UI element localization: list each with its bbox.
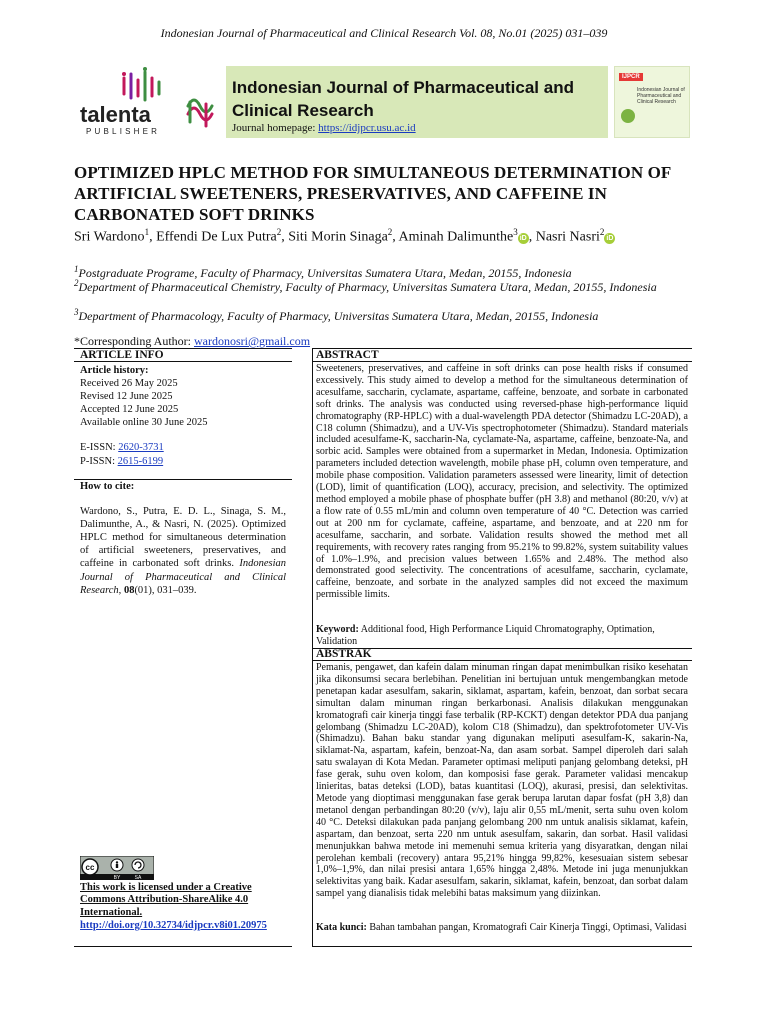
author-list: Sri Wardono$^1$, Effendi De Lux Putra$^2$, Siti Morin Sinaga$^2$, Aminah Dalimunthe$^3$iD , Nasri Nasri$^2$iD <box>74 227 614 245</box>
pissn-link[interactable]: 2615-6199 <box>117 455 164 467</box>
cover-line-1: Indonesian Journal of <box>637 87 685 93</box>
article-history <box>80 364 286 468</box>
author-name: Siti Morin Sinaga <box>288 229 388 245</box>
affiliation-sup: 2 <box>74 278 79 288</box>
affiliation-text: Department of Pharmacology, Faculty of Pharmacy, Universitas Sumatera Utara, Medan, 20155, Indonesia <box>78 309 599 323</box>
eissn-link[interactable]: 2620-3731 <box>118 442 164 454</box>
cover-line-2: Pharmaceutical and <box>637 93 682 99</box>
affiliation-2 <box>74 276 714 295</box>
citation-journal: Indonesian Journal of Pharmaceutical and Clinical Research, <box>80 558 286 596</box>
by-label: BY <box>113 875 121 880</box>
citation-text <box>80 505 286 597</box>
doi-link[interactable]: http://doi.org/10.32734/idjpcr.v8i01.20975 <box>80 920 267 931</box>
running-head: Indonesian Journal of Pharmaceutical and Clinical Research Vol. 08, No.01 (2025) 031–039 <box>160 26 608 40</box>
rule <box>312 946 692 947</box>
history-label: Article history: <box>80 365 149 376</box>
affiliation-sup: 1 <box>74 264 79 274</box>
author-sup: 2 <box>387 227 393 237</box>
keyword-list: Additional food, High Performance Liquid Chromatography, Optimation, Validation <box>316 624 655 647</box>
corresponding-label: *Corresponding Author: <box>74 334 191 348</box>
cc-label: cc <box>85 863 95 872</box>
corresponding-email-link[interactable]: wardonosri@gmail.com <box>194 334 311 348</box>
citation-volume: 08 <box>123 584 135 596</box>
author-sup: 2 <box>599 227 605 237</box>
citation-issue-pages: (01), 031–039. <box>134 584 197 596</box>
abstrak-text: Pemanis, pengawet, dan kafein dalam minuman ringan dapat menimbulkan risiko kesehatan jika dikonsumsi secara berlebihan. Penelitian ini bertujuan untuk mengembangkan metode penetapan kadar asesulfam, sakarin, siklamat, aspartam, kafein, benzoat, dan sorbat secara simultan dalam minuman ringan berkarbonasi. Analisis dilakukan menggunakan kromatografi cair kinerja tinggi fase terbalik (RP-KCKT) dengan detektor PDA dua panjang gelombang (Shimadzu LC-20AD), kolom C18 (Shimadzu), dan spektrofotometer UV-Vis (Shimadzu). Bahan baku standar yang digunakan meliputi asesulfam-K, sakarin-Na, siklamat-Na, aspartam, kafein, benzoat-Na, dan asam sorbat. Sampel diperoleh dari salah satu swalayan di Kota Medan. Parameter optimasi meliputi panjang gelombang deteksi, pH fase gerak, suhu oven kolom, dan komposisi fase gerak. Parameter validasi mencakup linieritas, batas deteksi (LOD), batas kuantitasi (LOQ), akurasi, presisi, dan selektivitas. Metode yang dioptimasi menggunakan fase gerak berupa larutan dapar fosfat (pH 3,8) dan metanol dengan perbandingan 80:20 (v/v), laju alir 0,55 mL/menit, serta suhu oven kolom 40 °C. Deteksi dilakukan pada panjang gelombang 200 nm untuk analisis siklamat, kafein, aspartam, dan benzoat, serta 220 nm untuk asesulfam, sakarin, dan sorbat. Hasil validasi menunjukkan bahwa metode ini memenuhi semua kriteria yang disyaratkan, dengan nilai perolehan kembali (recovery) antara 95,21% hingga 99,82%, kesesuaian sistem sebesar 1,0%–1,9%, dan nilai presisi antara 1,65% hingga 2,48%. Metode ini juga menunjukkan selektivitas yang baik. Kadar asesulfam, sakarin, siklamat, kafein, benzoat, dan sorbat dalam sampel yang dianalisis tidak melebihi batas maksimum yang diizinkan. <box>316 662 688 900</box>
keyword-label: Keyword: <box>316 624 359 635</box>
cover-badge: IJPCR <box>619 73 643 81</box>
cover-emblem-icon <box>621 109 635 123</box>
affiliation-text: Postgraduate Programe, Faculty of Pharmacy, Universitas Sumatera Utara, Medan, 20155, Indonesia <box>78 266 572 280</box>
available-date: Available online 30 June 2025 <box>80 417 208 429</box>
eissn-line <box>80 441 286 454</box>
revised-date: Revised 12 June 2025 <box>80 391 173 403</box>
sa-label: SA <box>134 875 142 880</box>
abstrak-heading: ABSTRAK <box>316 648 372 660</box>
accepted-date: Accepted 12 June 2025 <box>80 404 179 416</box>
rule <box>312 361 692 362</box>
abstract-heading: ABSTRACT <box>316 349 379 361</box>
author-name: Aminah Dalimunthe <box>398 229 514 245</box>
citation-main: Wardono, S., Putra, E. D. L., Sinaga, S. M., Dalimunthe, A., & Nasri, N. (2025). Optimized HPLC method for simultaneous determination of artificial sweeteners, preservatives, and caffeine in carbonated soft drinks. <box>80 506 286 570</box>
author-sup: 3 <box>513 227 518 237</box>
journal-homepage <box>232 122 416 134</box>
cc-by-sa-badge-icon[interactable] <box>80 856 154 880</box>
cover-line-3: Clinical Research <box>637 99 676 105</box>
kata-kunci-label: Kata kunci: <box>316 922 367 933</box>
kata-kunci-list: Bahan tambahan pangan, Kromatografi Cair Kinerja Tinggi, Optimasi, Validasi <box>369 922 687 933</box>
article-info-heading: ARTICLE INFO <box>80 349 164 361</box>
received-date: Received 26 May 2025 <box>80 378 178 390</box>
license-text[interactable]: This work is licensed under a Creative Commons Attribution-ShareAlike 4.0 International. <box>80 882 252 918</box>
affiliation-sup: 3 <box>74 307 79 317</box>
corresponding-author <box>74 334 310 349</box>
abstract-keywords <box>316 624 688 648</box>
rule <box>74 361 292 362</box>
how-to-cite <box>80 480 286 597</box>
publisher-logo <box>76 66 222 138</box>
pissn-label: P-ISSN: <box>80 455 116 467</box>
journal-title: Indonesian Journal of Pharmaceutical and Clinical Research <box>232 78 574 120</box>
pissn-line <box>80 455 286 468</box>
homepage-label: Journal homepage: <box>232 122 316 134</box>
journal-cover-thumbnail <box>614 66 690 138</box>
affiliation-text: Department of Pharmaceutical Chemistry, Faculty of Pharmacy, Universitas Sumatera Utara, Medan, 20155, Indonesia <box>78 280 657 294</box>
homepage-link[interactable]: https://idjpcr.usu.ac.id <box>318 122 416 134</box>
column-divider <box>312 348 313 946</box>
article-title: OPTIMIZED HPLC METHOD FOR SIMULTANEOUS DETERMINATION OF ARTIFICIAL SWEETENERS, PRESERVATIVES, AND CAFFEINE IN CARBONATED SOFT DRINKS <box>74 163 671 224</box>
orcid-icon[interactable]: iD <box>519 234 527 242</box>
rule <box>74 946 292 947</box>
publisher-name: talenta <box>80 102 151 127</box>
author-name: Effendi De Lux Putra <box>156 229 277 245</box>
affiliation-3 <box>74 305 714 324</box>
author-sup: 2 <box>276 227 282 237</box>
abstrak-keywords <box>316 922 688 934</box>
rule <box>312 660 692 661</box>
eissn-label: E-ISSN: <box>80 442 116 454</box>
orcid-icon[interactable]: iD <box>606 234 614 242</box>
publisher-sub: PUBLISHER <box>86 127 161 136</box>
author-name: Sri Wardono <box>74 229 145 245</box>
howto-label: How to cite: <box>80 481 135 492</box>
author-sup: 1 <box>144 227 150 237</box>
author-name: Nasri Nasri <box>535 229 600 245</box>
abstract-text: Sweeteners, preservatives, and caffeine in soft drinks can pose health risks if consumed excessively. This study aimed to develop a method for the simultaneous determination of acesulfame, saccharin, cyclamate, aspartame, caffeine, benzoate, and sorbate in carbonated soft drinks. The analysis was conducted using reversed-phase high-performance liquid chromatography (RP-HPLC) with a dual-wavelength PDA detector (Shimadzu LC-20AD), a C18 column (Shimadzu), and a UV-Vis spectrophotometer (Shimadzu). Standard materials included acesulfame-K, saccharin-Na, cyclamate-Na, aspartame, caffeine, benzoate-Na, and sorbic acid. Samples were obtained from a supermarket in Medan, Indonesia. Optimization parameters included detection wavelength, mobile phase pH, column oven temperature, and mobile phase composition. Validation parameters assessed were linearity, limit of detection (LOD), limit of quantification (LOQ), accuracy, precision, and selectivity. The optimized method employed a mobile phase of phosphate buffer (pH 3.8) and methanol (80:20, v/v) at a flow rate of 0.55 mL/min and column oven temperature of 40 °C. Detection was carried out at 200 nm for cyclamate, caffeine, aspartame, and benzoate, and at 220 nm for acesulfame, saccharin, and sorbate. Validation results showed the method met all requirements, with recovery rates ranging from 95.21% to 99.82%, system suitability values of 1.0%–1.9%, and precision values between 1.65% and 2.48%. The method also demonstrated good selectivity. The concentrations of acesulfame, saccharin, cyclamate, caffeine, benzoate, and sorbate in the analyzed samples did not exceed the maximum permissible limits. <box>316 363 688 601</box>
